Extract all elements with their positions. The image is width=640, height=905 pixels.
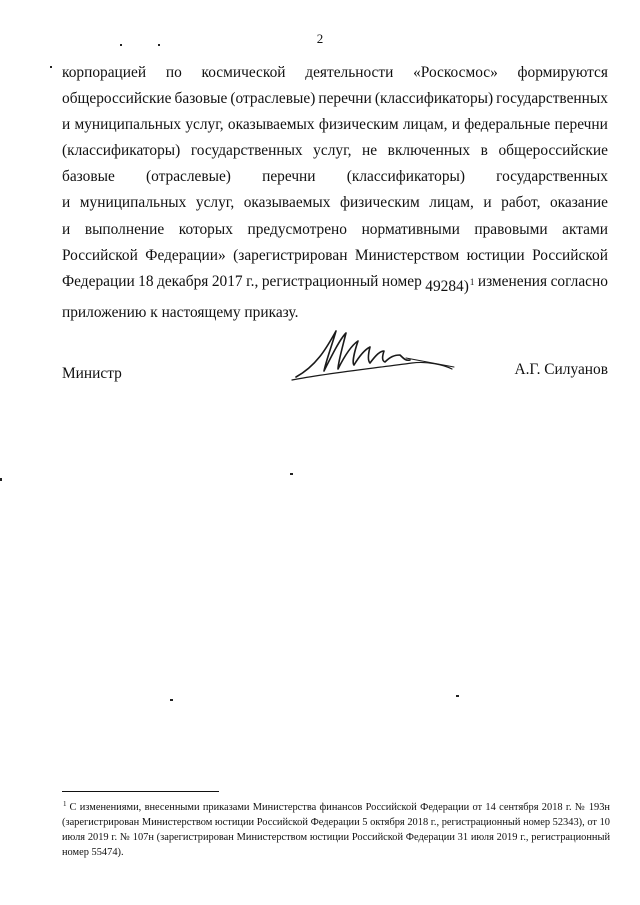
word: Министерством: [354, 246, 460, 264]
word: 18: [138, 272, 154, 290]
word: оказываемых: [227, 116, 315, 134]
word: общероссийские: [498, 142, 608, 160]
word: (классификаторы): [346, 168, 465, 186]
scan-speck: [0, 478, 2, 481]
word: в: [480, 142, 488, 160]
word: и: [62, 116, 71, 134]
word: работ,: [501, 194, 541, 212]
word: государственных: [190, 142, 303, 160]
scan-speck: [50, 66, 52, 68]
word: приложению к настоящему приказу.: [62, 303, 299, 321]
word: перечни: [554, 116, 608, 134]
scan-speck: [290, 473, 293, 475]
word: лицам,: [429, 194, 474, 212]
word: изменения: [477, 272, 548, 290]
word: деятельности: [305, 64, 394, 81]
scan-speck: [170, 699, 173, 701]
word: муниципальных: [79, 194, 187, 212]
word: (классификаторы): [62, 142, 181, 160]
handwritten-signature: [288, 325, 458, 385]
word: перечни: [318, 90, 372, 108]
body-line: [62, 190, 608, 216]
footnote-reference: 1: [469, 276, 475, 287]
signatory-name: А.Г. Силуанов: [514, 361, 608, 378]
word: 49284)$^1$: [425, 276, 475, 295]
word: услуг,: [313, 142, 352, 160]
body-line: [62, 112, 608, 138]
body-line: [62, 217, 608, 243]
word: и: [483, 194, 492, 212]
word: перечни: [262, 168, 316, 186]
word: декабря: [157, 272, 209, 290]
word: выполнение: [84, 220, 165, 238]
word: предусмотрено: [247, 220, 347, 238]
scan-speck: [456, 695, 459, 697]
word: (зарегистрирован: [233, 246, 348, 264]
word: регистрационный: [261, 272, 379, 290]
word: муниципальных: [74, 116, 182, 134]
word: базовые: [174, 90, 228, 108]
body-line-last: [62, 300, 608, 326]
body-line: [62, 164, 608, 190]
word: юстиции: [466, 246, 525, 264]
word: по: [165, 64, 182, 81]
scan-speck: [158, 44, 160, 46]
word: услуг,: [185, 116, 224, 134]
signatory-title: Министр: [62, 365, 122, 382]
body-line: [62, 60, 608, 86]
word: номер: [381, 272, 422, 290]
word: Федерации: [62, 272, 135, 290]
word: федеральные: [464, 116, 551, 134]
word: физическим: [339, 194, 420, 212]
word: лицам,: [402, 116, 448, 134]
word: 2017: [211, 272, 243, 290]
word: космической: [201, 64, 286, 81]
word: актами: [562, 220, 608, 238]
word: включенных: [387, 142, 471, 160]
word: Российской: [62, 246, 138, 264]
word: г.,: [246, 272, 259, 290]
body-text: [62, 60, 608, 326]
word: физическим: [318, 116, 399, 134]
word: и: [62, 194, 71, 212]
word: и: [451, 116, 460, 134]
word: нормативными: [361, 220, 460, 238]
word: оказываемых: [243, 194, 331, 212]
word: государственных: [496, 90, 608, 108]
body-line: [62, 138, 608, 164]
word: не: [362, 142, 378, 160]
word: базовые: [62, 168, 115, 186]
word: согласно: [550, 272, 608, 290]
word: и: [62, 220, 71, 238]
word: услуг,: [195, 194, 235, 212]
word: государственных: [496, 168, 608, 186]
word: которых: [178, 220, 233, 238]
footnote: [62, 797, 610, 860]
word: Российской: [532, 246, 608, 264]
body-line: [62, 86, 608, 112]
body-line: [62, 243, 608, 269]
footnote-text: С изменениями, внесенными приказами Министерства финансов Российской Федерации от 14 сентября 2018 г. № 193н (зарегистрирован Министерством юстиции Российской Федерации 5 октября 2018 г., регистрационный номер 52343), от 10 июля 2019 г. № 107н (зарегистрирован Министерством юстиции Российской Федерации 31 июля 2019 г., регистрационный номер 55474).: [62, 802, 610, 858]
word: корпорацией: [62, 64, 147, 81]
word: общероссийские: [62, 90, 172, 108]
footnote-separator: [62, 791, 219, 792]
body-line: [62, 269, 608, 300]
word: (классификаторы): [374, 90, 494, 108]
scan-speck: [120, 44, 122, 46]
word: (отраслевые): [230, 90, 316, 108]
word: правовыми: [474, 220, 548, 238]
word: Федерации»: [145, 246, 226, 264]
word: оказание: [549, 194, 608, 212]
page-number: 2: [316, 31, 324, 46]
footnote-marker: 1: [63, 800, 67, 808]
word: (отраслевые): [145, 168, 231, 186]
word: «Роскосмос»: [413, 64, 498, 81]
word: формируются: [517, 64, 608, 81]
signature-block: [62, 355, 608, 395]
